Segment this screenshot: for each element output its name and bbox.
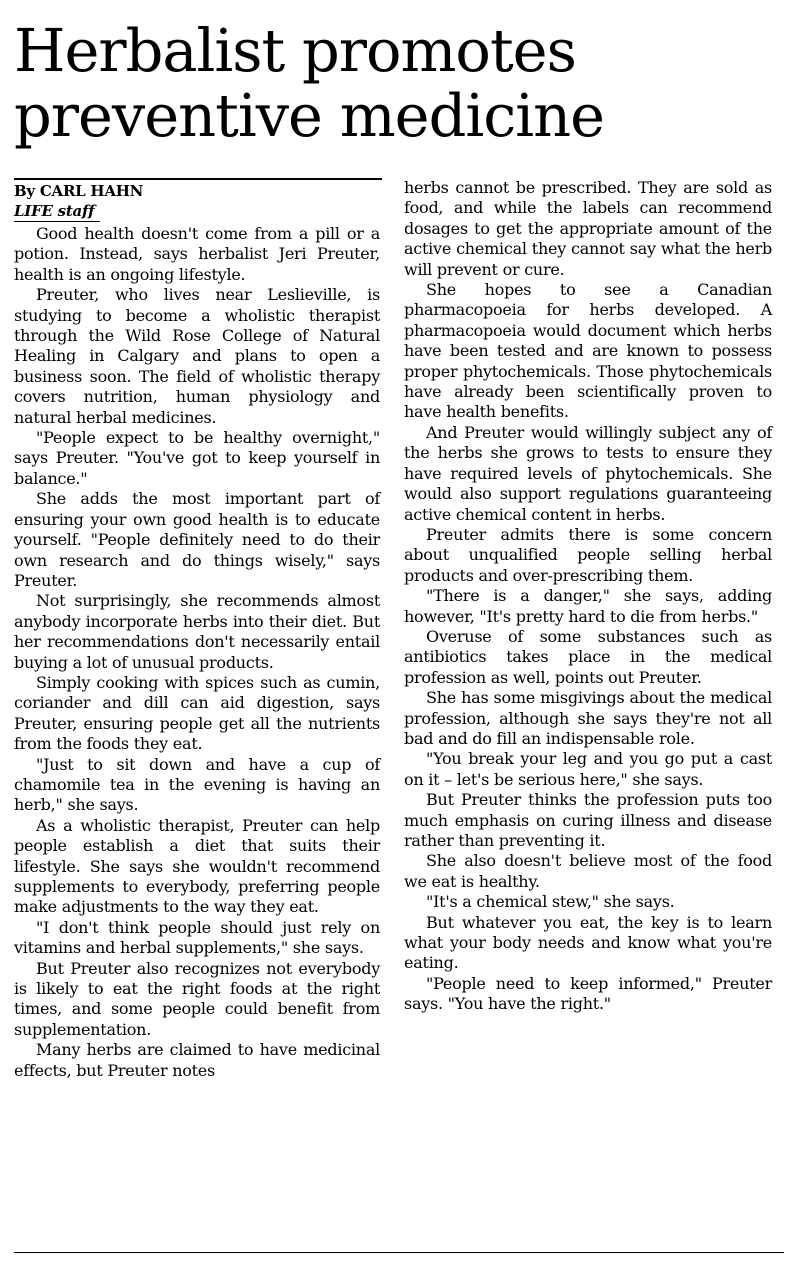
byline-rule — [14, 178, 382, 180]
paragraph: Simply cooking with spices such as cumin, coriander and dill can aid digestion, says Preuter, ensuring people get all the nutrients from the foods they eat. — [14, 672, 380, 754]
paragraph: As a wholistic therapist, Preuter can help people establish a diet that suits their lifestyle. She says she wouldn't recommend supplements to everybody, preferring people make adjustments to the way they eat. — [14, 815, 380, 917]
paragraph: Not surprisingly, she recommends almost anybody incorporate herbs into their diet. But her recommendations don't necessarily entail buying a lot of unusual products. — [14, 591, 380, 672]
paragraph: Overuse of some substances such as antibiotics takes place in the medical profession as well, points out Preuter. — [404, 626, 772, 687]
paragraph: But Preuter thinks the profession puts too much emphasis on curing illness and disease rather than preventing it. — [404, 790, 772, 850]
paragraph: Preuter admits there is some concern about unqualified people selling herbal products and over-prescribing them. — [404, 524, 772, 585]
paragraph: Good health doesn't come from a pill or a potion. Instead, says herbalist Jeri Preuter, health is an ongoing lifestyle. — [14, 224, 380, 284]
byline: By CARL HAHN — [14, 182, 144, 200]
paragraph: "There is a danger," she says, adding however, "It's pretty hard to die from herbs." — [404, 586, 772, 626]
paragraph: She has some misgivings about the medical profession, although she says they're not all bad and do fill an indispensable role. — [404, 688, 772, 748]
paragraph: She also doesn't believe most of the food we eat is healthy. — [404, 851, 772, 891]
paragraph: "You break your leg and you go put a cast on it – let's be serious here," she says. — [404, 749, 772, 789]
paragraph: She hopes to see a Canadian pharmacopoeia for herbs developed. A pharmacopoeia would document which herbs have been tested and are known to possess proper phytochemicals. Those phytochemicals have already been scientifically proven to have health benefits. — [404, 280, 772, 422]
paragraph: "People need to keep informed," Preuter says. "You have the right." — [404, 973, 772, 1014]
paragraph: "It's a chemical stew," she says. — [426, 892, 675, 912]
paragraph: And Preuter would willingly subject any of the herbs she grows to tests to ensure they have required levels of phytochemicals. She would also support regulations guaranteeing active chemical content in herbs. — [404, 422, 772, 524]
paragraph: She adds the most important part of ensuring your own good health is to educate yourself. "People definitely need to do their own research and do things wisely," says Preuter. — [14, 489, 380, 590]
paragraph: "I don't think people should just rely on vitamins and herbal supplements," she says. — [14, 917, 380, 958]
paragraph: Preuter, who lives near Leslieville, is studying to become a wholistic therapist through the Wild Rose College of Natural Healing in Calgary and plans to open a business soon. The field of wholistic therapy covers nutrition, human physiology and natural herbal medicines. — [14, 285, 380, 427]
byline-staff: LIFE staff — [14, 202, 100, 222]
headline: Herbalist promotes preventive medicine — [14, 16, 605, 150]
paragraph: "People expect to be healthy overnight," says Preuter. "You've got to keep yourself in balance." — [14, 428, 380, 488]
paragraph: Many herbs are claimed to have medicinal effects, but Preuter notes — [14, 1040, 380, 1080]
bottom-rule — [14, 1252, 784, 1253]
paragraph: But whatever you eat, the key is to learn what your body needs and know what you're eating. — [404, 912, 772, 973]
paragraph: "Just to sit down and have a cup of chamomile tea in the evening is having an herb," she says. — [14, 754, 380, 815]
paragraph-continuation: herbs cannot be prescribed. They are sold as food, and while the labels can recommend dosages to get the appropriate amount of the active chemical they cannot say what the herb will prevent or cure. — [404, 178, 772, 279]
paragraph: But Preuter also recognizes not everybody is likely to eat the right foods at the right times, and some people could benefit from supplementation. — [14, 958, 380, 1039]
article-column-2 — [404, 178, 772, 1015]
article-column-1 — [14, 182, 380, 1081]
